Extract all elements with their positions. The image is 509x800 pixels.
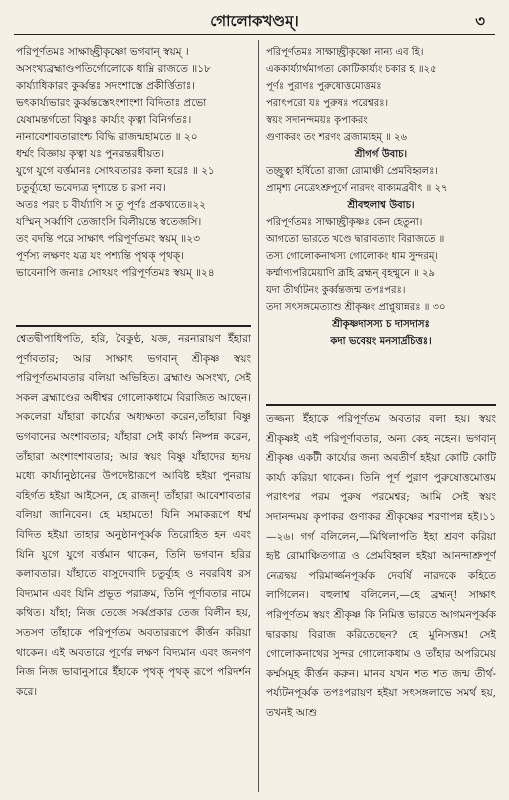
verse-line: গুণাকরং তং শরণং ব্রজাম্যহম্‌ ॥ ২৬: [266, 132, 407, 143]
verse-heading: কদা ভবেয়ং মনসার্দ্রচিত্তঃ।: [330, 336, 432, 347]
verse-line: পরিপূর্ণতমঃ সাক্ষাচ্ছ্রীকৃষ্ণঃ কেন হেতুনা।: [266, 217, 423, 228]
verse-line: ভাবেনাপি জনাঃ সোঽয়ং পরিপূর্ণতমঃ স্বয়ম্‌ ॥২৪: [16, 267, 215, 279]
header-rule: [14, 34, 495, 35]
verse-line: যস্মিন্‌ সর্ব্বাণি তেজাংসি বিলীয়ন্তে স্বতেজসি।: [16, 216, 202, 228]
verse-line: নানাবেশাবতারাংশ্চ বিদ্ধি রাজন্মহামতে ॥ ২০: [16, 131, 198, 143]
verse-line: তদা সৎসঙ্গমেত্যাশু শ্রীকৃষ্ণং প্রাপ্নুয়ান্নরঃ ॥ ৩০: [266, 302, 446, 313]
verse-line: পরাৎপরো যঃ পুরুষঃ পরেশ্বরঃ।: [266, 98, 389, 109]
verse-line: আগতো ভারতে খণ্ডে দ্বারাবত্যাং বিরাজতে ॥: [266, 234, 445, 245]
verse-line: পরিপূর্ণতমঃ সাক্ষাচ্ছ্রীকৃষ্ণো নান্য এব হি।: [266, 47, 424, 58]
verse-line: অতঃ পরং চ বীর্য্যাণি স তু পূর্ণঃ প্রকথ্যতে॥২২: [16, 199, 206, 211]
verse-line: তস্য গোলোকনাথস্য গোলোকং ধাম সুন্দরম্‌।: [266, 251, 438, 262]
verse-line: কর্ম্মাণ্যপরিমেয়াণি ব্রূহি ব্রহ্মন্‌ বৃহন্মুনে ॥ ২৯: [266, 268, 436, 279]
verse-line: স্বয়ং সদানন্দময়ঃ কৃপাকরং: [266, 115, 368, 126]
column-divider: [258, 40, 259, 792]
verse-block-right: [266, 44, 496, 404]
page-number: ৩: [475, 12, 485, 30]
verse-line: চতুর্ব্যূহো ভবেদ্যত্র দৃশ্যন্তে চ রসা নব।: [16, 182, 166, 194]
section-rule-right: [266, 404, 496, 406]
section-rule-left: [16, 325, 251, 327]
verse-line: যেষামন্তর্গতো বিষ্ণুঃ কার্য্যং কৃত্বা বিনির্গতঃ।: [16, 114, 192, 126]
verse-line: ভৎকার্য্যভারং কুর্ব্বন্তস্তেঽংশাংশা বিদিতাঃ প্রভো: [16, 97, 207, 109]
verse-line: অসংখ্যব্রহ্মাণ্ডপতির্গোলোকে ধাম্নি রাজতে ॥১৮: [16, 63, 211, 75]
page-header: [14, 6, 495, 36]
verse-heading: শ্রীবহুলাশ্ব উবাচ।: [347, 200, 415, 211]
commentary-left: শ্বেতদ্বীপাধিপতি, হরি, বৈকুণ্ঠ, যজ্ঞ, নরনারায়ণ ইঁহারা পূর্ণাবতার; আর সাক্ষাৎ ভগবান্‌ শ্রীকৃষ্ণ স্বয়ং পরিপূর্ণতমাবতার বলিয়া অভিহিত। ব্রহ্মাণ্ড অসংখ্য, সেই সকল ব্রহ্মাণ্ডের অধীশ্বর গোলোকধামে বিরাজিত আছেন। সকলেরা যাঁহারা কার্য্যের অধ্যক্ষতা করেন,তাঁহারা বিষ্ণু ভগবানের অংশাবতার; যাঁহারা সেই কার্য্য নিষ্পন্ন করেন, তাঁহারা অংশাংশাবতার; আর স্বয়ং বিষ্ণু যাঁহাদের হৃদয় মধ্যে কার্য্যানুষ্ঠানের উপদেষ্টারূপে আবিষ্ট হইয়া পুনরায় বহির্গত হইয়া আইসেন, হে রাজন্‌! তাঁহারা আবেশাবতার বলিয়া জানিবেন। হে মহামতে! যিনি সমাকরূপে ধর্ম্ম বিদিত হইয়া তাহার অনুষ্ঠানপূর্ব্বক তিরোহিত হন এবং যিনি যুগে যুগে বর্ত্তমান থাকেন, তিনি ভগবান হরির কলাবতার। যাঁহাতে বাসুদেবাদি চতুর্ব্যূহ ও নবরবিধ রস বিদ্যমান এবং যিনি প্রভূত পরাক্রম, তিনি পূর্ণাবতার নামে কথিত। যাঁহা; নিজ তেজে সর্ব্বপ্রকার তেজ বিলীন হয়, সতসণ তাঁহাকে পরিপূর্ণতম অবতাররূপে কীর্ত্তন করিয়া থাকেন। এই অবতারে পূর্ণের লক্ষণ বিদ্যমান এবং জনগণ নিজ নিজ ভাবানুসারে ইঁহাকে পৃথক্‌ পৃথক্‌ রূপে পরিদর্শন করে।: [16, 333, 251, 698]
verse-line: যুগে যুগে বর্ত্তমানঃ সোঽবতারঃ কলা হরেঃ ॥ ২১: [16, 165, 215, 177]
verse-line: এককার্য্যার্থমাগত্য কোটিকার্য্যং চকার হ ॥২৫: [266, 64, 437, 75]
verse-line: পরিপূর্ণতমঃ সাক্ষাচ্ছ্রীকৃষ্ণো ভগবান্‌ স্বয়ম্‌ ।: [16, 46, 189, 58]
verse-line: প্রামৃশ্য নেত্রেঽশ্রুপূর্ণে নারদং বাক্যমব্রবীৎ ॥ ২৭: [266, 183, 448, 194]
verse-heading: শ্রীগর্গ উবাচ।: [354, 149, 408, 160]
verse-line: তচ্ছ্রুত্বা হর্ষিতো রাজা রোমাঞ্চী প্রেমবিহ্বলঃ।: [266, 166, 439, 177]
verse-block-left: [16, 44, 251, 322]
verse-line: কার্য্যাধিকারং কুর্ব্বন্তঃ সদংশাস্তে প্রকীর্ত্তিতাঃ।: [16, 80, 196, 92]
verse-line: তং বদন্তি পরে সাক্ষাৎ পরিপূর্ণতমং স্বয়ম্‌ ॥২৩: [16, 233, 200, 245]
verse-line: ধর্ম্মং বিজ্ঞায় কৃত্বা যঃ পুনরন্তরধীয়ত।: [16, 148, 165, 160]
commentary-right: তজ্জন্য ইঁহাকে পরিপূর্ণতম অবতার বলা হয়। স্বয়ং শ্রীকৃষ্ণই এই পরিপূর্ণাবতার, অন্য কেহ নহেন। ভগবান্‌ শ্রীকৃষ্ণ একটী কার্য্যের জন্য অবতীর্ণ হইয়া কোটি কোটি কার্য্য করিয়া থাকেন। তিনি পূর্ণ পুরাণ পুরুষোত্তমোত্তম পরাৎপর পরম পুরুষ পরমেশ্বর; আমি সেই স্বয়ং সদানন্দময় কৃপাকর গুণাকর শ্রীকৃষ্ণের শরণাপন্ন হই।১১—২৬। গর্গ বলিলেন,—মিথিলাপতি ইহা শ্রবণ করিয়া হৃষ্ট রোমাঞ্চিতগাত্র ও প্রেমবিহ্বল হইয়া আনন্দাশ্রুপূর্ণ নেত্রদ্বয় পরিমার্জ্জনপূর্ব্বক দেবর্ষি নারদকে কহিতে লাগিলেন। বহুলাশ্ব বলিলেন,—হে ব্রহ্মন্‌! সাক্ষাৎ পরিপূর্ণতম স্বয়ং শ্রীকৃষ্ণ কি নিমিত্ত ভারতে আগমনপূর্ব্বক দ্বারকায় বিরাজ করিতেছেন? হে মুনিসত্তম! সেই গোলোকনাথের সুন্দর গোলোকধাম ও তাঁহার অপরিমেয় কর্ম্মসমূহ কীর্ত্তন করুন। মানব যখন শত শত জন্ম তীর্থ-পর্য্যটনপূর্ব্বক তপঃপরায়ণ হইয়া সৎসঙ্গলাভে সমর্থ হয়, তখনই আশু: [266, 413, 496, 719]
page-title: গোলোকখণ্ডম্‌।: [210, 12, 299, 30]
verse-line: পূর্ণঃ পুরাণঃ পুরুষোত্তমোত্তমঃ: [266, 81, 382, 92]
verse-heading: শ্রীকৃষ্ণদাসস্য চ দাসদাসঃ: [332, 319, 430, 330]
verse-line: পূর্ণস্য লক্ষণং যত্র যং পশ্যন্তি পৃথক্‌ পৃথক্‌।: [16, 250, 184, 262]
verse-line: যদা তীর্থাটনং কুর্ব্বন্তজন্ম তপঃপরঃ।: [266, 285, 406, 296]
